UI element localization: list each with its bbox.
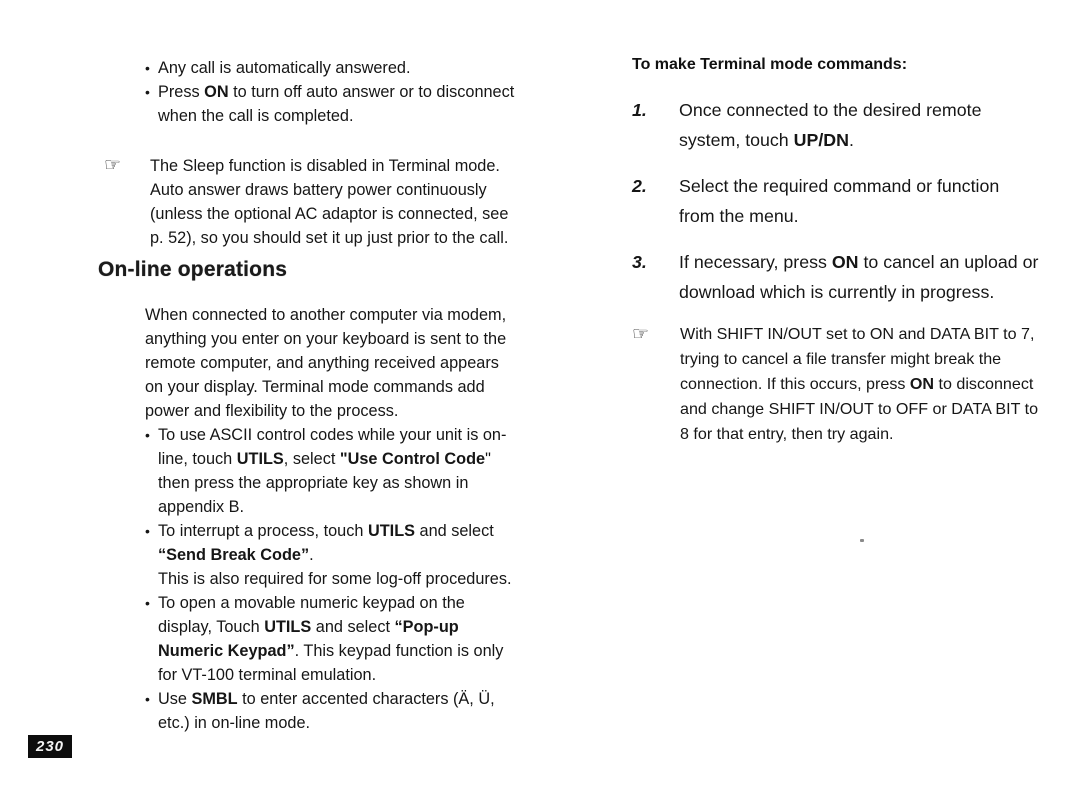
section-heading-terminal-commands: To make Terminal mode commands: [632, 56, 908, 73]
section-heading-online-operations: On-line operations [98, 258, 288, 281]
terminal-commands-steps [632, 95, 1038, 323]
pointing-hand-icon: ☞ [632, 324, 649, 345]
bullet-icon: • [145, 84, 150, 100]
step-text: Once connected to the desired remote system, touch UP/DN. [679, 100, 982, 150]
list-item [145, 519, 512, 591]
numbered-step [632, 247, 1038, 307]
list-item-text: Use SMBL to enter accented characters (Ä, Ü, etc.) in on-line mode. [158, 690, 495, 732]
page-number: 230 [35, 738, 65, 755]
step-number: 2. [632, 176, 647, 196]
numbered-step [632, 95, 1038, 155]
list-item [145, 56, 514, 80]
bullet-icon: • [145, 427, 150, 443]
scan-artifact-speck [860, 539, 864, 542]
online-operations-body [145, 303, 512, 735]
file-transfer-note [632, 322, 1072, 447]
step-text: Select the required command or function from the menu. [679, 176, 1000, 226]
numbered-step [632, 171, 1038, 231]
list-item [145, 423, 512, 519]
list-item-text: To use ASCII control codes while your unit is on- line, touch UTILS, select "Use Control Code" then press the appropriate key as shown in appendix B. [158, 426, 507, 516]
bullet-icon: • [145, 691, 150, 707]
intro-paragraph: When connected to another computer via modem, anything you enter on your keyboard is sent to the remote computer, and anything received appears on your display. Terminal mode commands add power and flexibility to the process. [145, 306, 507, 420]
note-text: The Sleep function is disabled in Terminal mode. Auto answer draws battery power continuously (unless the optional AC adaptor is connected, see p. 52), so you should set it up just prior to the call. [150, 157, 509, 247]
auto-answer-bullet-list [145, 56, 514, 128]
step-number: 3. [632, 252, 647, 272]
list-item-text: Any call is automatically answered. [158, 59, 411, 77]
list-item [145, 687, 512, 735]
bullet-icon: • [145, 595, 150, 611]
step-text: If necessary, press ON to cancel an upload or download which is currently in progress. [679, 252, 1039, 302]
list-item [145, 80, 514, 128]
list-item-text: To interrupt a process, touch UTILS and select “Send Break Code”. This is also required for some log-off procedures. [158, 522, 512, 588]
list-item [145, 591, 512, 687]
page-number-badge [28, 735, 72, 758]
step-number: 1. [632, 100, 647, 120]
note-text: With SHIFT IN/OUT set to ON and DATA BIT to 7, trying to cancel a file transfer might break the connection. If this occurs, press ON to disconnect and change SHIFT IN/OUT to OFF or DATA BIT to 8 for that entry, then try again. [680, 325, 1039, 443]
list-item-text: To open a movable numeric keypad on the display, Touch UTILS and select “Pop-up Numeric Keypad”. This keypad function is only for VT-100 terminal emulation. [158, 594, 504, 684]
pointing-hand-icon: ☞ [104, 155, 121, 176]
sleep-function-note [104, 154, 564, 250]
bullet-icon: • [145, 523, 150, 539]
list-item-text: Press ON to turn off auto answer or to disconnect when the call is completed. [158, 83, 515, 125]
bullet-icon: • [145, 60, 150, 76]
